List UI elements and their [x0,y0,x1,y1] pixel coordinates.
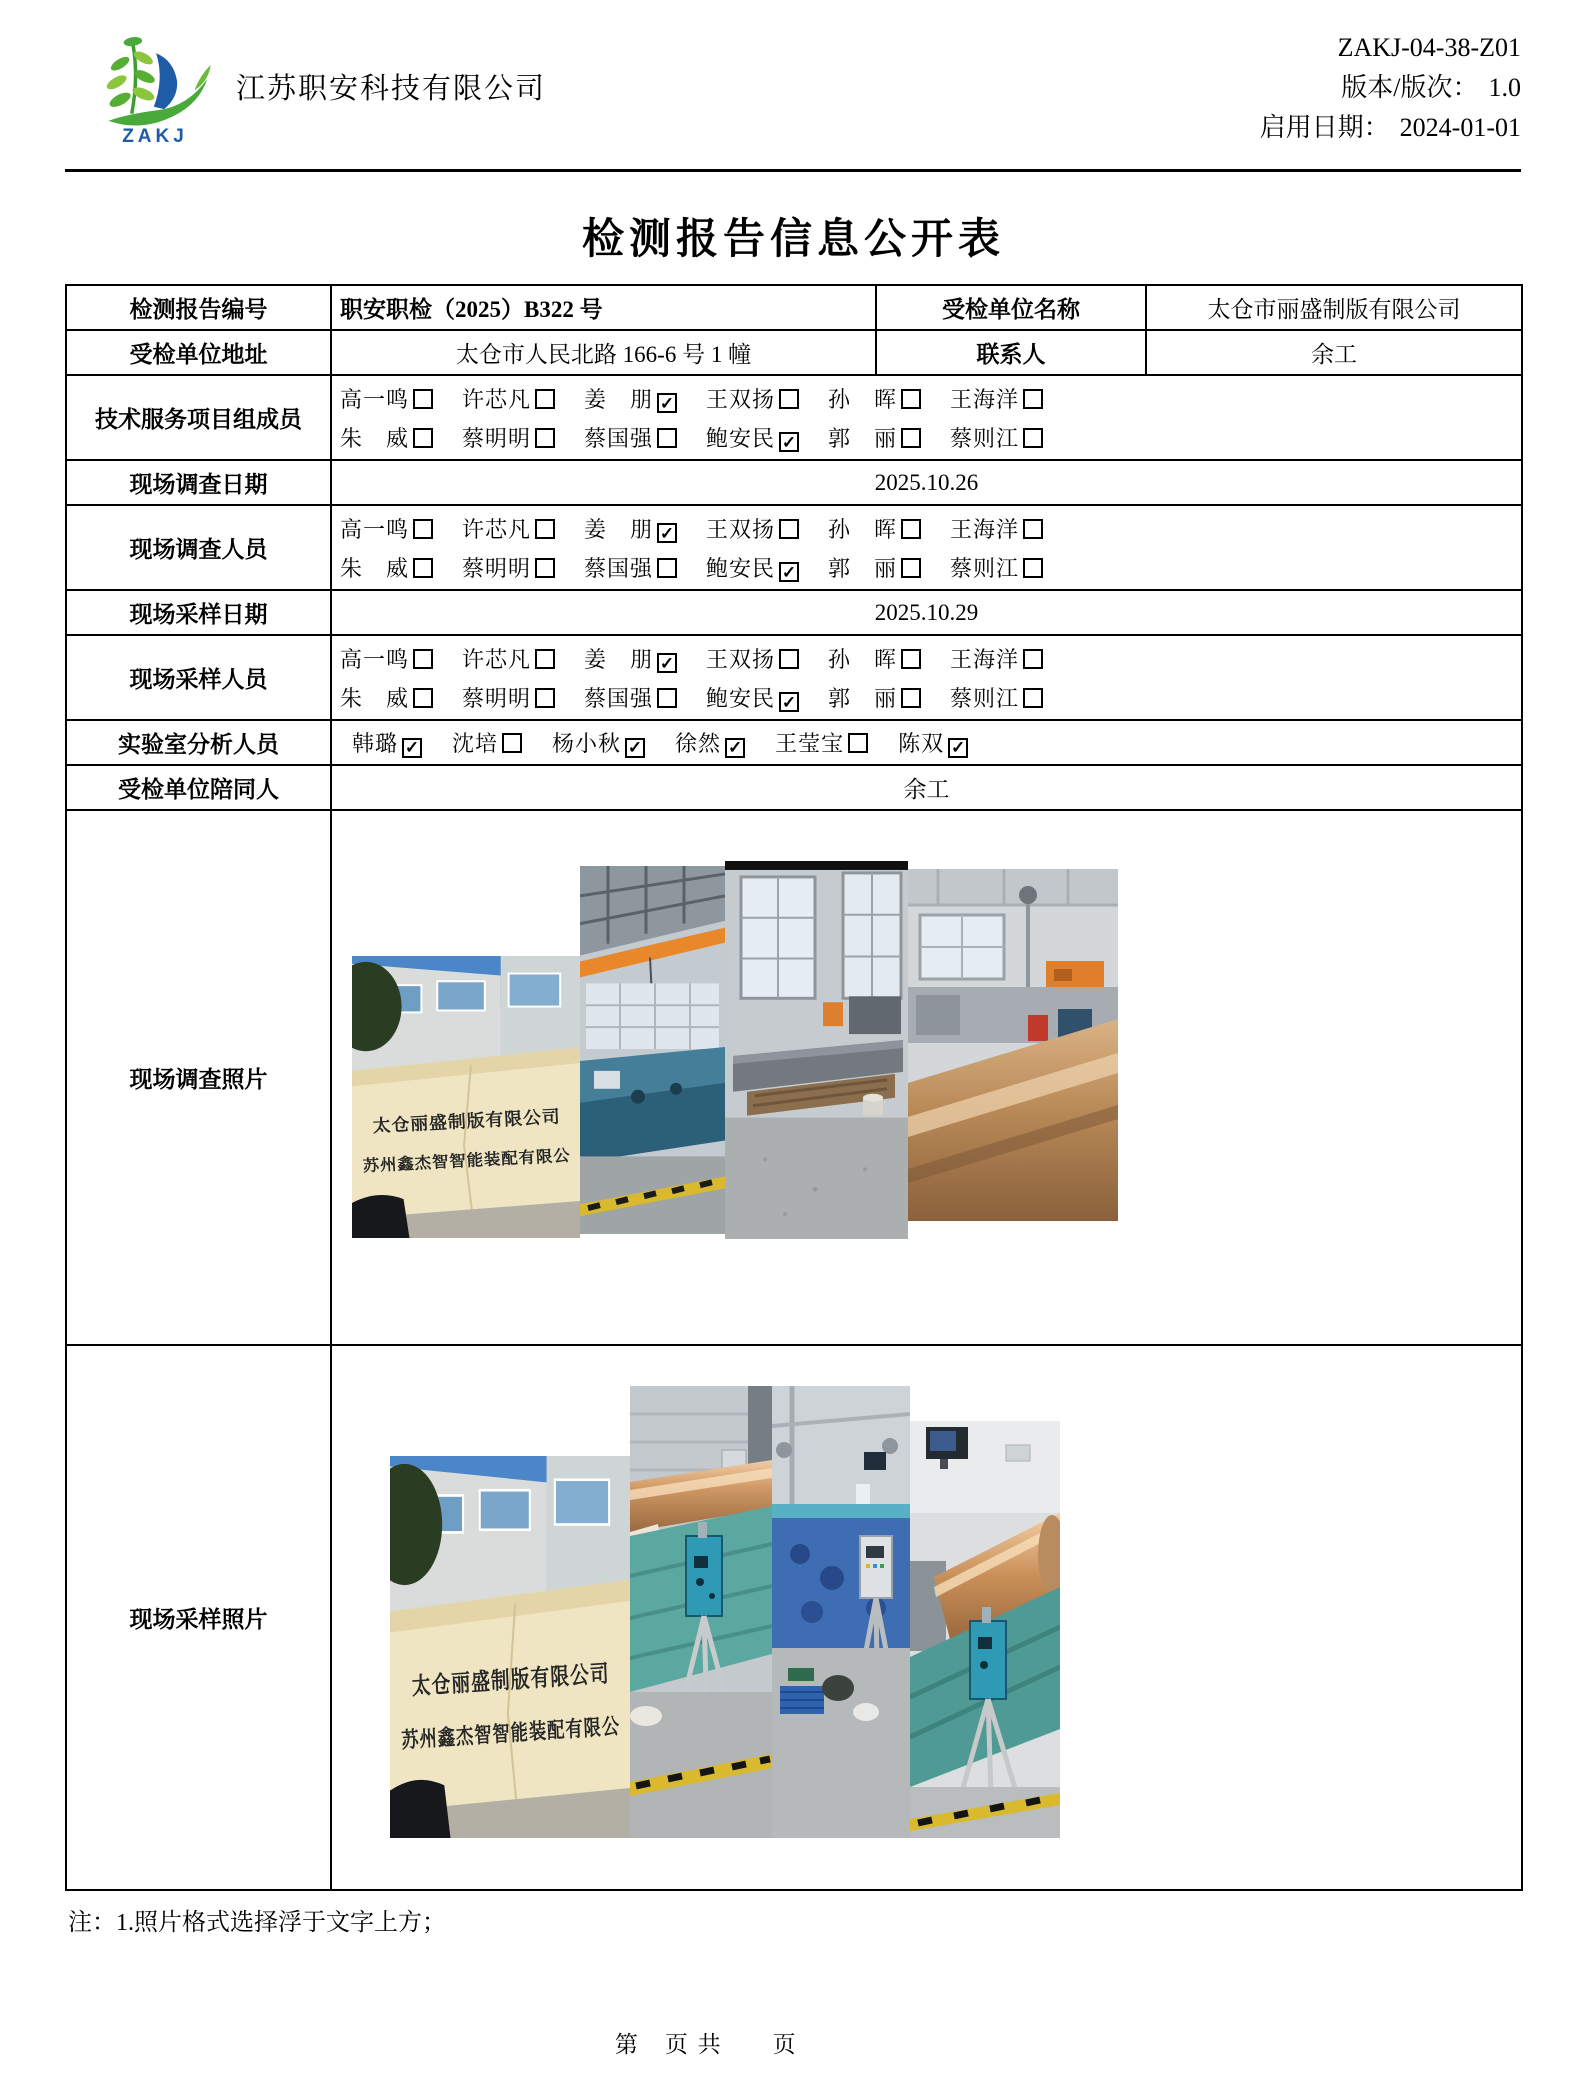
staff-option [462,552,584,583]
staff-name: 王双扬 [706,386,776,412]
checkbox-unchecked-icon[interactable] [1023,688,1043,708]
staff-name: 鲍安民 [706,425,776,451]
checkbox-unchecked-icon[interactable] [901,389,921,409]
label-sampling-staff: 现场采样人员 [66,635,331,720]
staff-name: 徐然 [675,731,722,756]
staff-name: 郭 丽 [828,555,898,581]
staff-name: 孙 晖 [828,516,898,542]
checkbox-unchecked-icon[interactable] [535,428,555,448]
checkbox-checked-icon[interactable]: ✓ [657,393,677,413]
staff-option [706,643,828,674]
lab-staff-cell [331,720,1522,765]
page-title: 检测报告信息公开表 [581,217,1005,263]
value-unit-name: 太仓市丽盛制版有限公司 [1146,285,1522,330]
staff-name: 蔡明明 [462,555,532,581]
checkbox-checked-icon[interactable]: ✓ [779,562,799,582]
staff-option [584,682,706,713]
staff-name: 郭 丽 [828,685,898,711]
staff-name: 孙 晖 [828,646,898,672]
checkbox-unchecked-icon[interactable] [657,558,677,578]
staff-option-row [340,379,1513,418]
footnote: 注：1.照片格式选择浮于文字上方； [68,1910,446,1936]
staff-option [340,513,462,544]
logo-leaf-icon [91,30,219,130]
staff-option [898,727,968,758]
label-unit-address: 受检单位地址 [66,330,331,375]
label-survey-date: 现场调查日期 [66,460,331,505]
staff-option [775,727,868,758]
checkbox-unchecked-icon[interactable] [413,688,433,708]
staff-name: 王双扬 [706,646,776,672]
staff-name: 王海洋 [950,516,1020,542]
staff-name: 姜 朋 [584,386,654,412]
label-survey-photos: 现场调查照片 [66,810,331,1345]
value-contact: 余工 [1146,330,1522,375]
survey-staff-cell [331,505,1522,590]
staff-option-row [340,509,1513,548]
staff-option [950,552,1072,583]
staff-option [950,383,1072,414]
checkbox-unchecked-icon[interactable] [535,688,555,708]
checkbox-unchecked-icon[interactable] [901,558,921,578]
photo-sampling-factory-gate-sign [390,1456,630,1838]
staff-name: 高一鸣 [340,516,410,542]
doc-version-value: 1.0 [1488,73,1521,102]
checkbox-unchecked-icon[interactable] [1023,389,1043,409]
staff-option [340,383,462,414]
staff-option [950,643,1072,674]
staff-option-row [340,678,1513,717]
wall-text-line2: 苏州鑫杰智智能装配有限公 [400,1715,621,1754]
sampling-staff-cell [331,635,1522,720]
photo-factory-gate-sign [352,956,580,1238]
staff-option [950,422,1072,453]
staff-option [828,383,950,414]
staff-name: 蔡则江 [950,685,1020,711]
label-contact: 联系人 [876,330,1146,375]
staff-option [828,643,950,674]
checkbox-unchecked-icon[interactable] [1023,428,1043,448]
label-unit-name: 受检单位名称 [876,285,1146,330]
checkbox-unchecked-icon[interactable] [1023,519,1043,539]
staff-option [706,383,828,414]
staff-option [828,513,950,544]
staff-option [462,513,584,544]
photo-sampling-copper-cylinder-tripod [910,1421,1060,1838]
checkbox-checked-icon[interactable]: ✓ [779,692,799,712]
checkbox-unchecked-icon[interactable] [901,688,921,708]
checkbox-unchecked-icon[interactable] [535,519,555,539]
photo-sampling-copper-roll-tripod [630,1386,772,1838]
staff-name: 蔡国强 [584,555,654,581]
wall-text-line2: 苏州鑫杰智智能装配有限公 [362,1146,572,1176]
staff-option [340,682,462,713]
staff-option-row [340,548,1513,587]
checkbox-unchecked-icon[interactable] [779,389,799,409]
doc-version-label: 版本/版次： [1341,73,1479,102]
staff-name: 朱 威 [340,685,410,711]
checkbox-checked-icon[interactable]: ✓ [725,738,745,758]
staff-option [584,422,706,453]
value-unit-address: 太仓市人民北路 166-6 号 1 幢 [331,330,876,375]
checkbox-unchecked-icon[interactable] [779,649,799,669]
checkbox-unchecked-icon[interactable] [535,649,555,669]
staff-option [828,422,950,453]
sampling-photos-cell [331,1345,1522,1890]
doc-enable-date-line [1260,108,1521,148]
staff-option [462,383,584,414]
doc-enable-date-value: 2024-01-01 [1399,113,1521,142]
checkbox-checked-icon[interactable]: ✓ [657,523,677,543]
photo-workshop-lathe-crane [580,866,725,1234]
checkbox-unchecked-icon[interactable] [413,428,433,448]
staff-option [340,643,462,674]
staff-name: 高一鸣 [340,386,410,412]
staff-name: 蔡则江 [950,555,1020,581]
header-divider [65,169,1521,172]
staff-name: 蔡国强 [584,685,654,711]
staff-option [584,383,706,414]
staff-option [340,552,462,583]
checkbox-unchecked-icon[interactable] [413,649,433,669]
checkbox-unchecked-icon[interactable] [657,688,677,708]
staff-name: 朱 威 [340,425,410,451]
staff-option [675,727,745,758]
staff-name: 姜 朋 [584,516,654,542]
staff-name: 许芯凡 [462,386,532,412]
staff-option [584,643,706,674]
staff-name: 杨小秋 [552,731,622,756]
checkbox-checked-icon[interactable]: ✓ [779,432,799,452]
label-sampling-date: 现场采样日期 [66,590,331,635]
checkbox-checked-icon[interactable]: ✓ [625,738,645,758]
wall-text-line1: 太仓丽盛制版有限公司 [411,1660,611,1700]
value-report-no: 职安职检（2025）B322 号 [331,285,876,330]
staff-name: 蔡国强 [584,425,654,451]
staff-name: 孙 晖 [828,386,898,412]
survey-photos-cell [331,810,1522,1345]
staff-name: 王海洋 [950,386,1020,412]
staff-option [584,513,706,544]
staff-name: 王双扬 [706,516,776,542]
logo-text: ZAKJ [122,126,188,147]
checkbox-unchecked-icon[interactable] [779,519,799,539]
staff-option [352,727,422,758]
staff-option [452,727,522,758]
photo-sampling-blue-machine-tripod [772,1386,910,1838]
label-report-no: 检测报告编号 [66,285,331,330]
checkbox-unchecked-icon[interactable] [413,389,433,409]
photo-workshop-steel-platform [725,861,908,1239]
label-survey-staff: 现场调查人员 [66,505,331,590]
checkbox-unchecked-icon[interactable] [535,389,555,409]
staff-option [706,682,828,713]
staff-name: 许芯凡 [462,646,532,672]
doc-enable-date-label: 启用日期： [1259,113,1390,142]
page-footer: 第 页 共 页 [614,2032,798,2057]
staff-name: 陈双 [898,731,945,756]
staff-option [828,682,950,713]
staff-name: 姜 朋 [584,646,654,672]
company-name: 江苏职安科技有限公司 [236,73,547,105]
report-info-table [65,284,1523,1891]
staff-name: 沈培 [452,731,499,756]
company-logo [80,30,230,148]
checkbox-unchecked-icon[interactable] [901,519,921,539]
checkbox-unchecked-icon[interactable] [901,649,921,669]
staff-option-row [340,639,1513,678]
checkbox-unchecked-icon[interactable] [502,733,522,753]
checkbox-unchecked-icon[interactable] [413,558,433,578]
checkbox-unchecked-icon[interactable] [1023,558,1043,578]
label-accompany: 受检单位陪同人 [66,765,331,810]
checkbox-unchecked-icon[interactable] [848,733,868,753]
value-sampling-date: 2025.10.29 [331,590,1522,635]
wall-text-line1: 太仓丽盛制版有限公司 [372,1106,562,1136]
staff-option [552,727,645,758]
staff-name: 高一鸣 [340,646,410,672]
photo-workshop-copper-roll [908,869,1118,1221]
label-lab-staff: 实验室分析人员 [66,720,331,765]
checkbox-checked-icon[interactable]: ✓ [657,653,677,673]
checkbox-unchecked-icon[interactable] [657,428,677,448]
label-sampling-photos: 现场采样照片 [66,1345,331,1890]
staff-option [340,422,462,453]
staff-name: 韩璐 [352,731,399,756]
staff-option [462,643,584,674]
staff-name: 郭 丽 [828,425,898,451]
doc-meta-block [1260,28,1521,148]
checkbox-unchecked-icon[interactable] [535,558,555,578]
checkbox-unchecked-icon[interactable] [413,519,433,539]
staff-option-row [340,418,1513,457]
staff-name: 鲍安民 [706,685,776,711]
staff-option [584,552,706,583]
team-members-cell [331,375,1522,460]
lab-staff-row [340,727,1513,758]
checkbox-unchecked-icon[interactable] [901,428,921,448]
staff-option [706,422,828,453]
staff-name: 许芯凡 [462,516,532,542]
doc-code: ZAKJ-04-38-Z01 [1337,33,1521,62]
checkbox-unchecked-icon[interactable] [1023,649,1043,669]
staff-name: 蔡明明 [462,425,532,451]
staff-name: 鲍安民 [706,555,776,581]
value-survey-date: 2025.10.26 [331,460,1522,505]
staff-option [828,552,950,583]
staff-name: 王莹宝 [775,731,845,756]
staff-option [950,682,1072,713]
doc-version-line [1260,68,1521,108]
staff-name: 王海洋 [950,646,1020,672]
checkbox-checked-icon[interactable]: ✓ [402,738,422,758]
staff-option [462,682,584,713]
staff-option [706,552,828,583]
staff-name: 蔡明明 [462,685,532,711]
staff-name: 蔡则江 [950,425,1020,451]
staff-name: 朱 威 [340,555,410,581]
staff-option [462,422,584,453]
value-accompany: 余工 [331,765,1522,810]
staff-option [706,513,828,544]
staff-option [950,513,1072,544]
label-team-members: 技术服务项目组成员 [66,375,331,460]
checkbox-checked-icon[interactable]: ✓ [948,738,968,758]
